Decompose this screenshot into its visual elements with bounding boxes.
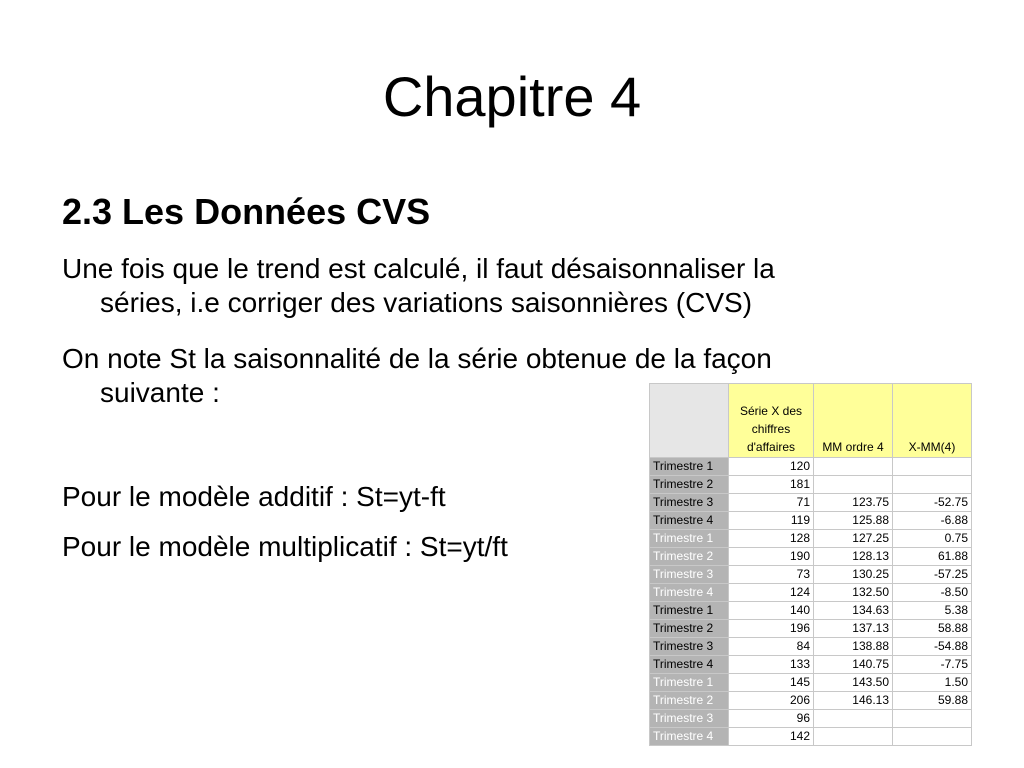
table-body [650,458,972,746]
cell-difference: -7.75 [893,656,972,674]
row-label: Trimestre 3 [650,710,729,728]
row-label: Trimestre 3 [650,566,729,584]
cell-difference: 61.88 [893,548,972,566]
cell-difference: 58.88 [893,620,972,638]
table-row [650,458,972,476]
cell-moving-average: 127.25 [814,530,893,548]
table-row [650,710,972,728]
slide-title: Chapitre 4 [382,65,642,128]
cell-difference [893,728,972,746]
cell-moving-average: 143.50 [814,674,893,692]
table-header-row [650,384,972,458]
cell-difference: 5.38 [893,602,972,620]
cell-difference [893,710,972,728]
paragraph-line: On note St la saisonnalité de la série obtenue de la façon [62,343,772,374]
cell-moving-average [814,710,893,728]
cell-moving-average: 137.13 [814,620,893,638]
row-label: Trimestre 3 [650,494,729,512]
cell-series-value: 120 [729,458,814,476]
row-label: Trimestre 1 [650,458,729,476]
cell-series-value: 145 [729,674,814,692]
column-header-moving-average: MM ordre 4 [814,384,893,458]
table-row [650,584,972,602]
paragraph-cvs-definition [62,252,962,320]
row-label: Trimestre 4 [650,584,729,602]
cell-moving-average: 125.88 [814,512,893,530]
cell-difference: -8.50 [893,584,972,602]
row-label: Trimestre 2 [650,620,729,638]
cell-series-value: 206 [729,692,814,710]
cell-difference: -52.75 [893,494,972,512]
cell-series-value: 181 [729,476,814,494]
column-header-series: Série X des chiffres d'affaires [729,384,814,458]
table-row [650,728,972,746]
row-label: Trimestre 2 [650,548,729,566]
paragraph-line: Une fois que le trend est calculé, il faut désaisonnaliser la [62,253,775,284]
row-label: Trimestre 1 [650,674,729,692]
row-label: Trimestre 1 [650,602,729,620]
row-label: Trimestre 4 [650,656,729,674]
cell-moving-average: 138.88 [814,638,893,656]
cell-difference [893,476,972,494]
table-row [650,566,972,584]
table-row [650,494,972,512]
cell-moving-average: 140.75 [814,656,893,674]
cell-series-value: 124 [729,584,814,602]
cell-moving-average [814,728,893,746]
cell-moving-average: 134.63 [814,602,893,620]
cell-moving-average: 132.50 [814,584,893,602]
cell-series-value: 119 [729,512,814,530]
cell-moving-average [814,458,893,476]
cell-series-value: 128 [729,530,814,548]
cell-series-value: 190 [729,548,814,566]
cell-series-value: 140 [729,602,814,620]
cell-series-value: 96 [729,710,814,728]
table-row [650,638,972,656]
cell-series-value: 84 [729,638,814,656]
row-label: Trimestre 1 [650,530,729,548]
cell-moving-average: 130.25 [814,566,893,584]
row-label: Trimestre 4 [650,728,729,746]
cell-difference: -6.88 [893,512,972,530]
table-row [650,548,972,566]
cell-moving-average [814,476,893,494]
cell-series-value: 133 [729,656,814,674]
table-row [650,620,972,638]
row-label: Trimestre 2 [650,476,729,494]
cell-difference: -57.25 [893,566,972,584]
table-row [650,692,972,710]
cell-difference [893,458,972,476]
table-row [650,656,972,674]
column-header-difference: X-MM(4) [893,384,972,458]
paragraph-line: séries, i.e corriger des variations saisonnières (CVS) [100,287,753,318]
table-row [650,512,972,530]
cell-series-value: 71 [729,494,814,512]
cell-difference: 0.75 [893,530,972,548]
cell-difference: -54.88 [893,638,972,656]
data-table [649,383,972,746]
cell-series-value: 142 [729,728,814,746]
section-heading: 2.3 Les Données CVS [62,191,431,232]
cell-moving-average: 128.13 [814,548,893,566]
cell-moving-average: 146.13 [814,692,893,710]
cell-difference: 1.50 [893,674,972,692]
cell-difference: 59.88 [893,692,972,710]
cell-series-value: 73 [729,566,814,584]
row-label: Trimestre 4 [650,512,729,530]
table-corner-cell [650,384,729,458]
cell-series-value: 196 [729,620,814,638]
table-row [650,530,972,548]
formula-multiplicative: Pour le modèle multiplicatif : St=yt/ft [62,531,508,562]
row-label: Trimestre 2 [650,692,729,710]
table-row [650,602,972,620]
paragraph-line: suivante : [100,377,220,408]
row-label: Trimestre 3 [650,638,729,656]
formula-additive: Pour le modèle additif : St=yt-ft [62,481,446,512]
cell-moving-average: 123.75 [814,494,893,512]
table-row [650,674,972,692]
table-row [650,476,972,494]
